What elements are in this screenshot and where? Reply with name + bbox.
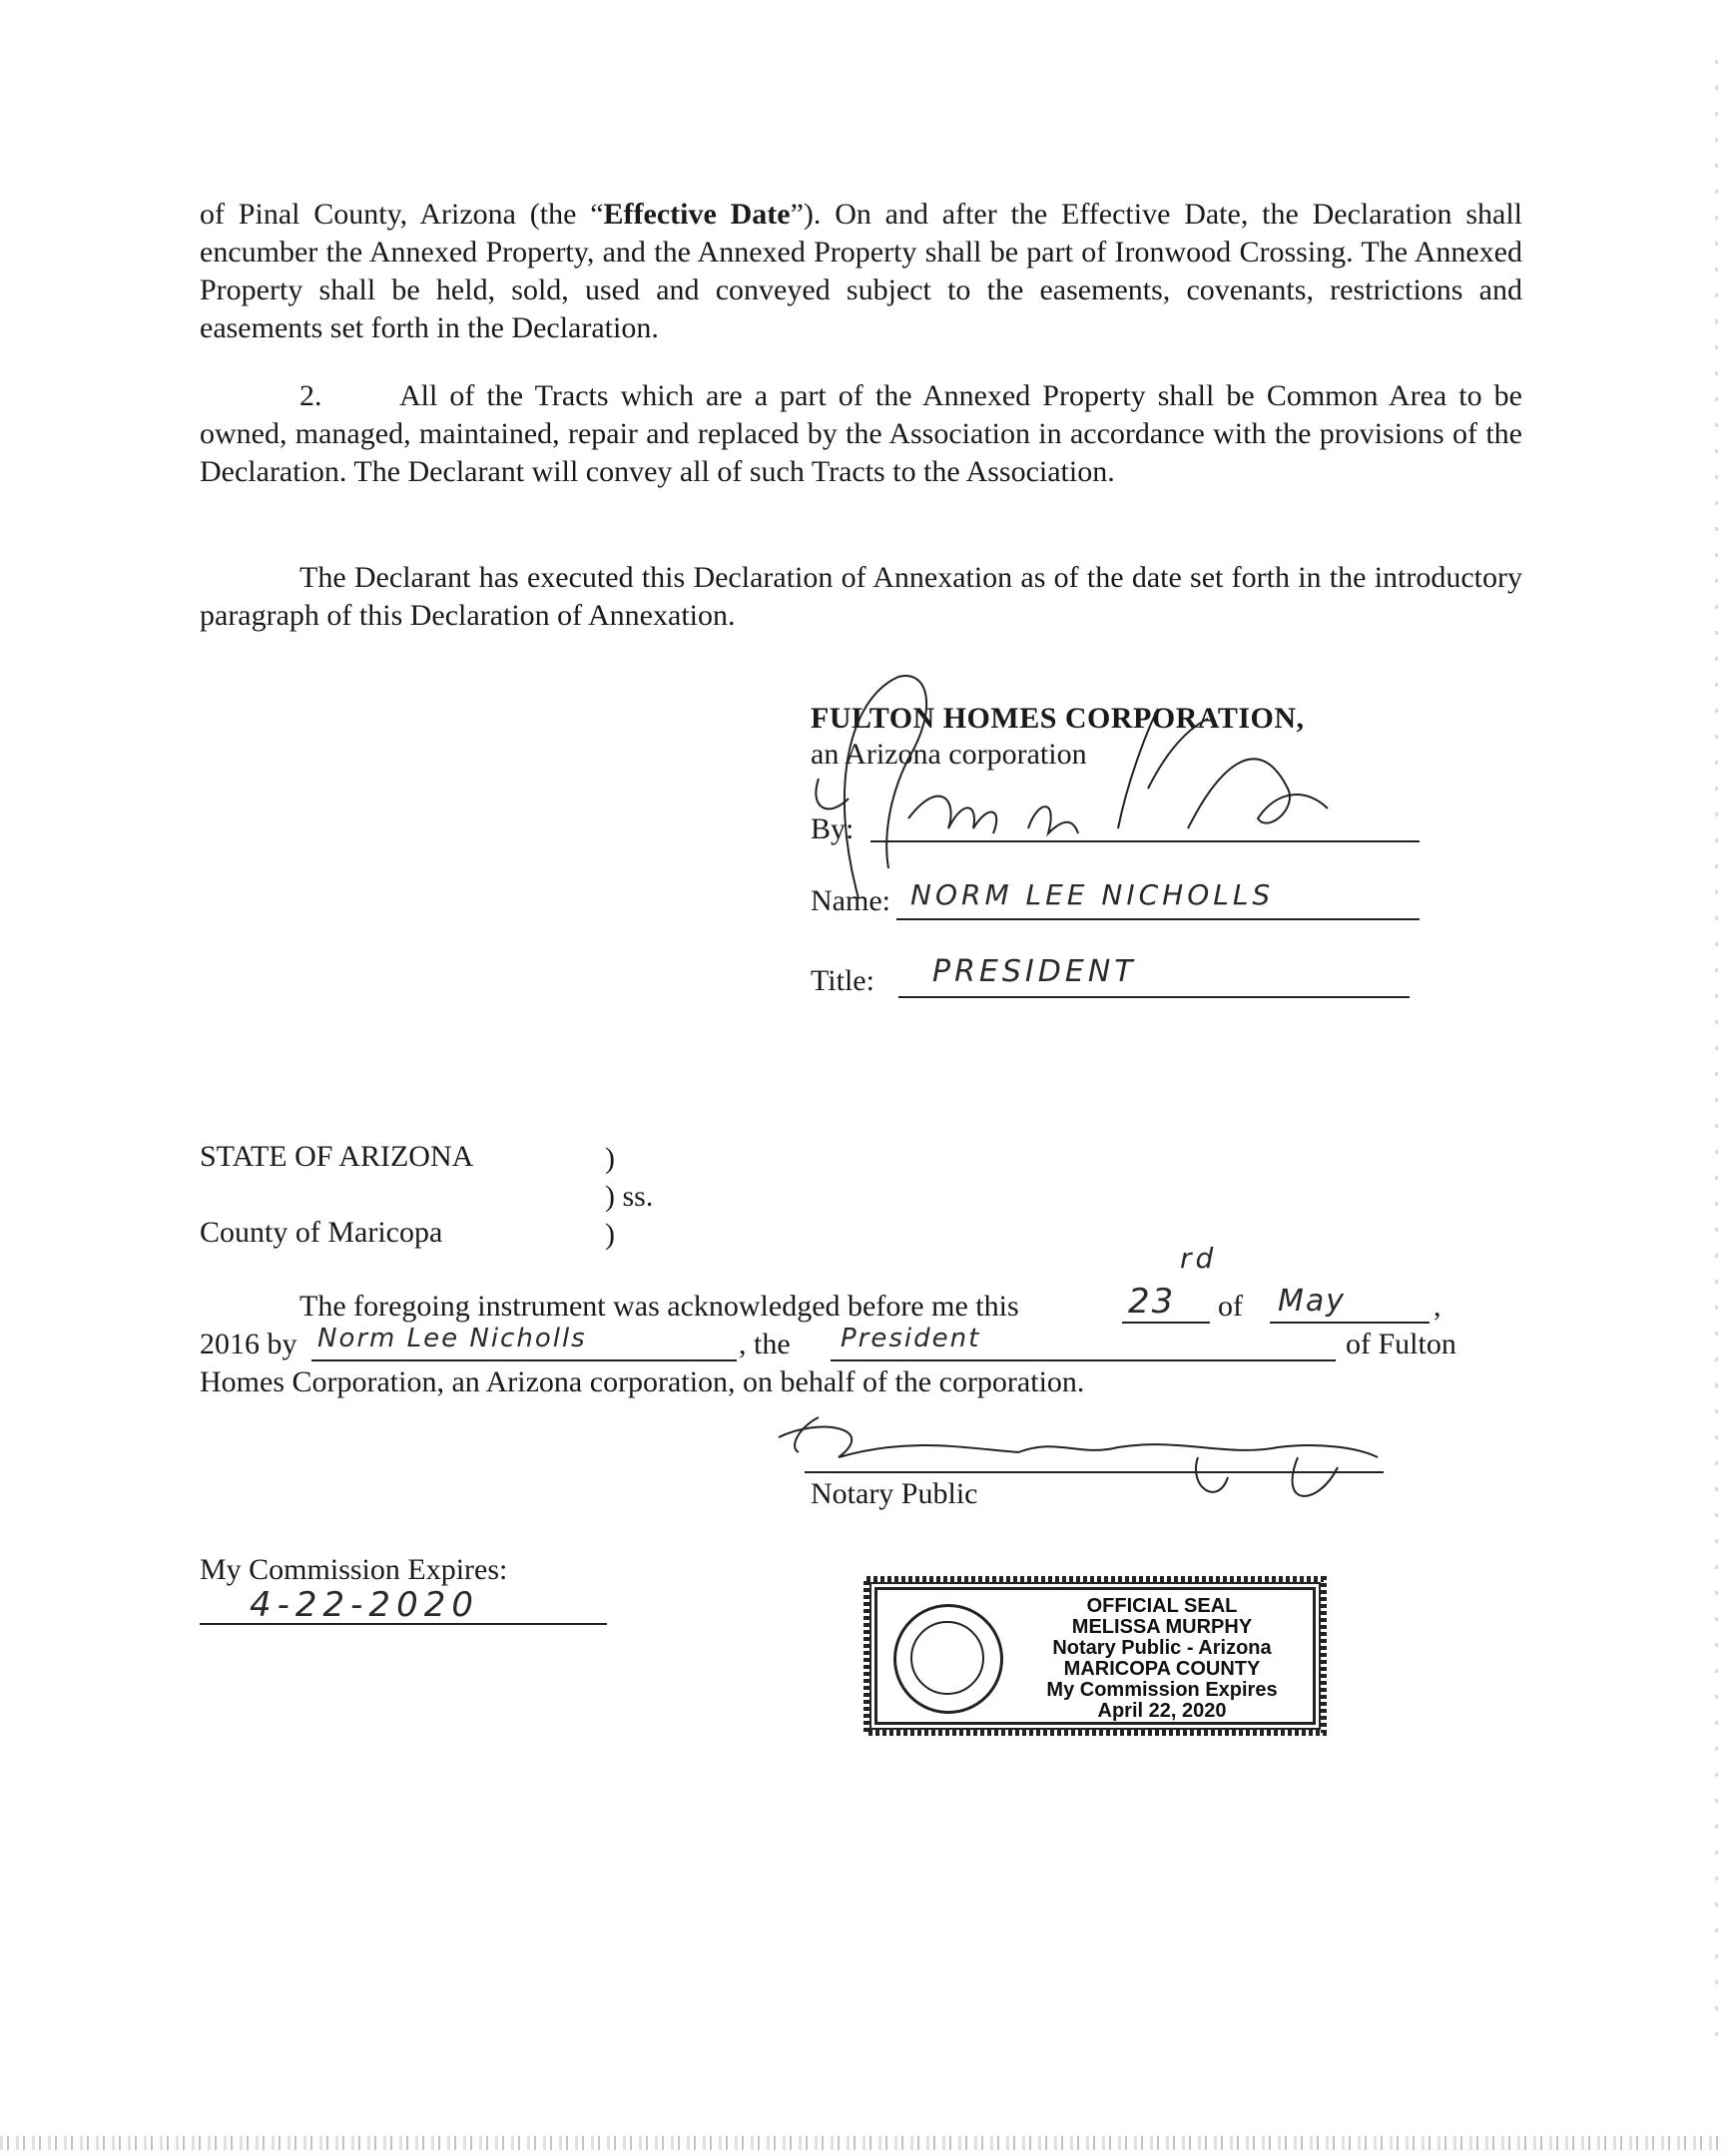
seal-line-2: MELISSA MURPHY [1071, 1616, 1253, 1638]
venue-paren-3: ) [605, 1218, 615, 1251]
name-value: NORM LEE NICHOLLS [910, 878, 1275, 911]
corporation-name: FULTON HOMES CORPORATION, [811, 702, 1305, 735]
seal-text [1027, 1596, 1297, 1722]
seal-line-3: Notary Public - Arizona [1052, 1637, 1272, 1659]
title-value: PRESIDENT [932, 954, 1137, 989]
seal-line-1: OFFICIAL SEAL [1086, 1595, 1238, 1617]
handwritten-signature [789, 669, 1368, 968]
commission-date: 4-22-2020 [250, 1585, 479, 1625]
corporation-type: an Arizona corporation [811, 738, 1087, 771]
title-label: Title: [811, 964, 874, 997]
title-line [898, 996, 1410, 998]
seal-line-5: My Commission Expires [1046, 1679, 1278, 1701]
seal-line-4: MARICOPA COUNTY [1063, 1658, 1261, 1680]
ack-line-3: Homes Corporation, an Arizona corporation, on behalf of the corporation. [200, 1365, 1085, 1398]
commission-label: My Commission Expires: [200, 1553, 508, 1586]
notary-label: Notary Public [811, 1477, 978, 1510]
ack-signer-title: President [841, 1324, 981, 1353]
paragraph-number: 2. [299, 379, 322, 412]
paragraph-tracts [200, 377, 1522, 491]
name-label: Name: [811, 884, 890, 917]
ack-title-line [831, 1359, 1336, 1361]
effective-date-term: Effective Date [603, 198, 791, 231]
paragraph-effective-date [200, 196, 1522, 347]
ack-day: 23 [1128, 1282, 1176, 1322]
ack-year-by: 2016 by [200, 1328, 297, 1360]
by-signature-line [870, 840, 1420, 842]
ack-month-line [1270, 1322, 1430, 1324]
scan-artifact-bottom [0, 2136, 1725, 2150]
paragraph-1-text-b: ”). On and after the Effective Date, the Declaration shall encumber the Annexed Property, and the Annexed Property shall be part of Ironwood Crossing. The Annexed Property shall be held, sold, used and conveyed subject to the easements, covenants, restrictions and easements set forth in the Declaration. [200, 198, 1522, 344]
state-seal-emblem [893, 1604, 1003, 1714]
by-label: By: [811, 812, 855, 845]
ack-month: May [1278, 1284, 1347, 1319]
venue-ss: ) ss. [605, 1180, 654, 1213]
paragraph-2-text: All of the Tracts which are a part of the Annexed Property shall be Common Area to be owned, managed, maintained, repair and replaced by the Association in accordance with the provisions of the Declaration. The Declarant will convey all of such Tracts to the Association. [200, 379, 1522, 488]
ack-signer-line [311, 1359, 737, 1361]
ack-of: of [1218, 1290, 1243, 1323]
ack-the: , the [739, 1328, 791, 1360]
notary-signature-line [805, 1471, 1384, 1473]
name-line [896, 918, 1420, 920]
ack-of-fulton: of Fulton [1346, 1328, 1456, 1360]
commission-date-line [200, 1623, 607, 1625]
venue-paren-1: ) [605, 1142, 615, 1175]
ack-comma: , [1434, 1290, 1441, 1323]
venue-county: County of Maricopa [200, 1216, 443, 1249]
seal-line-6: April 22, 2020 [1097, 1700, 1227, 1722]
ack-day-line [1122, 1322, 1210, 1324]
scan-artifact-right [1715, 60, 1718, 2056]
paragraph-1-text-a: of Pinal County, Arizona (the “ [200, 198, 604, 231]
ack-day-suffix: rd [1180, 1242, 1218, 1275]
ack-line-1: The foregoing instrument was acknowledged before me this [299, 1290, 1019, 1323]
paragraph-executed: The Declarant has executed this Declaration of Annexation as of the date set forth in the introductory paragraph of this Declaration of Annexation. [200, 561, 1522, 632]
notary-seal [861, 1573, 1330, 1739]
ack-signer: Norm Lee Nicholls [317, 1324, 587, 1353]
seal-inner-box [874, 1587, 1316, 1725]
venue-state: STATE OF ARIZONA [200, 1140, 474, 1173]
state-seal-inner-ring [910, 1621, 984, 1695]
